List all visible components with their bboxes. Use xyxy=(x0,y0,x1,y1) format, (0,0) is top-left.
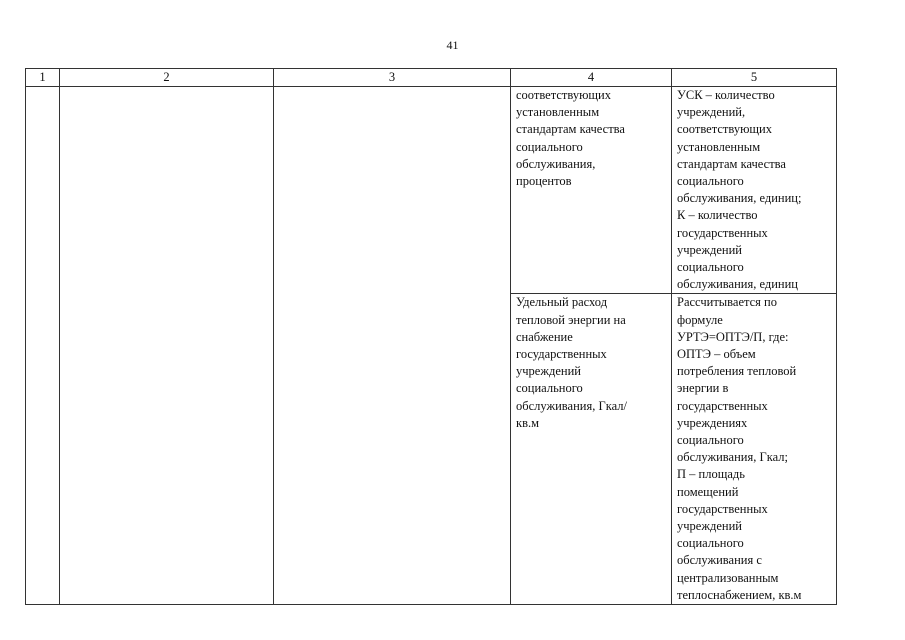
cell-text-line: государственных xyxy=(677,225,768,240)
cell-col2 xyxy=(60,87,274,605)
cell-text-line: обслуживания, единиц xyxy=(677,277,798,292)
calculation-method-cell xyxy=(672,87,837,294)
cell-text-line: социального xyxy=(677,260,744,275)
cell-text-line: обслуживания, Гкал/ xyxy=(516,398,627,413)
cell-text-line: социального xyxy=(516,139,583,154)
cell-text-line: Удельный расход xyxy=(516,295,608,310)
cell-text-line: учреждений xyxy=(516,364,581,379)
column-header-3: 3 xyxy=(274,69,511,87)
cell-text-line: стандартам качества xyxy=(677,156,786,171)
cell-text-line: государственных xyxy=(677,398,768,413)
column-header-2: 2 xyxy=(60,69,274,87)
cell-text-line: социального xyxy=(677,433,744,448)
calculation-method-cell xyxy=(672,294,837,605)
cell-text-line: обслуживания, Гкал; xyxy=(677,450,788,465)
cell-text-line: соответствующих xyxy=(677,122,772,137)
cell-text-line: установленным xyxy=(677,139,761,154)
cell-text-line: снабжение xyxy=(516,329,573,344)
indicator-name-cell xyxy=(511,294,672,605)
page-number: 41 xyxy=(446,38,459,52)
cell-text-line: государственных xyxy=(516,347,607,362)
cell-text-line: государственных xyxy=(677,501,768,516)
cell-text-line: обслуживания с xyxy=(677,553,762,568)
cell-text-line: Рассчитывается по xyxy=(677,295,777,310)
cell-text-line: централизованным xyxy=(677,570,779,585)
cell-text-line: ОПТЭ – объем xyxy=(677,347,756,362)
cell-col3 xyxy=(274,87,511,605)
cell-text-line: потребления тепловой xyxy=(677,364,797,379)
cell-text-line: процентов xyxy=(516,174,572,189)
cell-text-line: энергии в xyxy=(677,381,729,396)
cell-text-line: формуле xyxy=(677,312,723,327)
cell-text-line: тепловой энергии на xyxy=(516,312,626,327)
column-header-1: 1 xyxy=(26,69,60,87)
cell-text-line: УРТЭ=ОПТЭ/П, где: xyxy=(677,329,789,344)
cell-col1 xyxy=(26,87,60,605)
cell-text-line: обслуживания, единиц; xyxy=(677,191,802,206)
cell-text-line: П – площадь xyxy=(677,467,745,482)
table-header-row xyxy=(26,69,837,87)
indicator-table xyxy=(25,68,837,605)
cell-text-line: помещений xyxy=(677,484,739,499)
cell-text-line: соответствующих xyxy=(516,88,611,102)
cell-text-line: социального xyxy=(677,536,744,551)
cell-text-line: социального xyxy=(516,381,583,396)
cell-text-line: кв.м xyxy=(516,415,540,430)
cell-text-line: теплоснабжением, кв.м xyxy=(677,587,802,602)
cell-text-line: установленным xyxy=(516,105,600,120)
table-row xyxy=(26,87,837,294)
cell-text-line: стандартам качества xyxy=(516,122,625,137)
cell-text-line: К – количество xyxy=(677,208,758,223)
column-header-4: 4 xyxy=(511,69,672,87)
cell-text-line: учреждений xyxy=(677,519,742,534)
cell-text-line: учреждений, xyxy=(677,105,746,120)
cell-text-line: учреждений xyxy=(677,242,742,257)
cell-text-line: социального xyxy=(677,174,744,189)
column-header-5: 5 xyxy=(672,69,837,87)
cell-text-line: УСК – количество xyxy=(677,88,775,102)
cell-text-line: обслуживания, xyxy=(516,156,596,171)
indicator-name-cell xyxy=(511,87,672,294)
cell-text-line: учреждениях xyxy=(677,415,748,430)
